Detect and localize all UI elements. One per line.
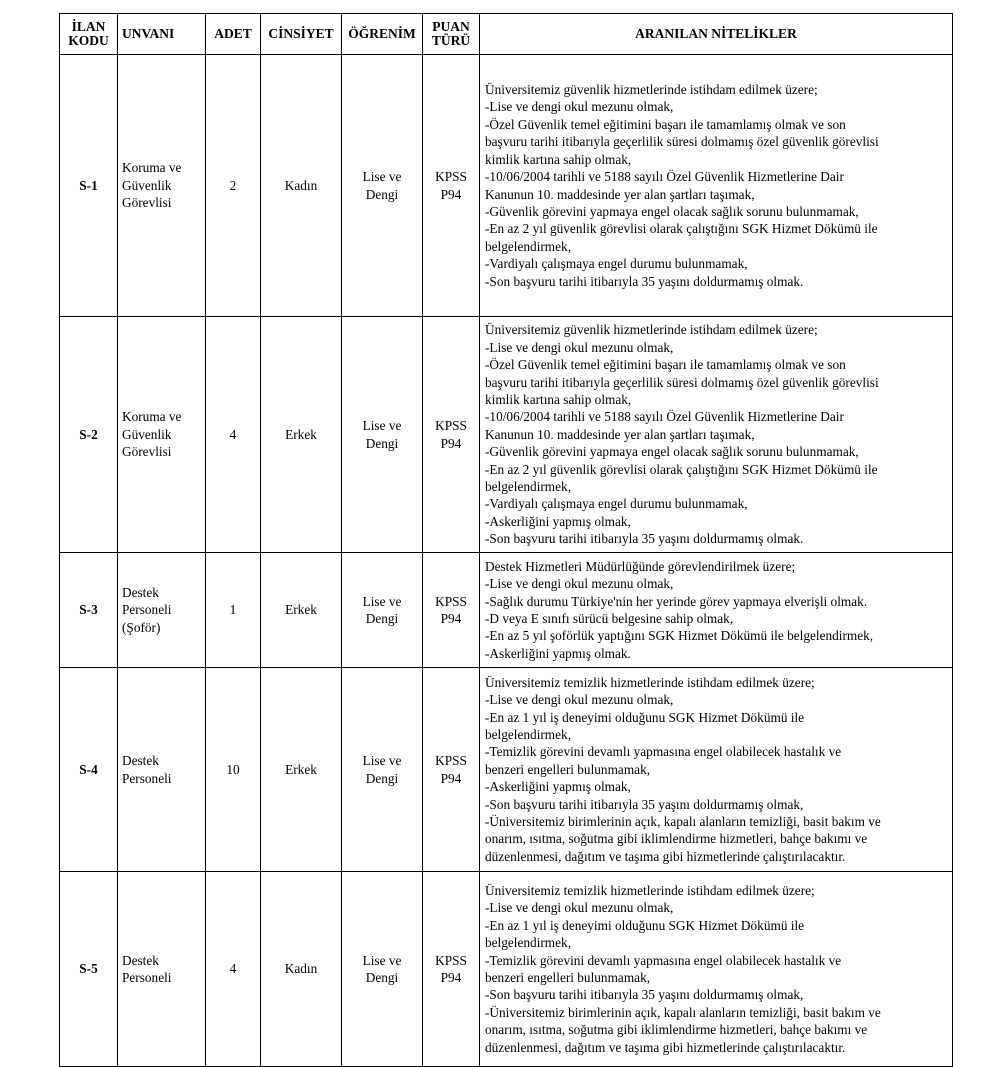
header-count: ADET xyxy=(206,14,261,55)
qualification-line: -Güvenlik görevini yapmaya engel olacak sağlık sorunu bulunmamak, xyxy=(485,444,859,460)
position-title-line: Destek xyxy=(122,753,159,769)
gender: Kadın xyxy=(261,872,342,1067)
qualification-line: -Son başvuru tarihi itibarıyla 35 yaşını doldurmamış olmak. xyxy=(485,273,804,289)
education-line: Dengi xyxy=(365,435,399,451)
header-title: UNVANI xyxy=(118,14,206,55)
position-title-line: Destek xyxy=(122,952,159,968)
qualification-line: Kanunun 10. maddesinde yer alan şartları taşımak, xyxy=(485,426,755,442)
qualification-line: -En az 1 yıl iş deneyimi olduğunu SGK Hizmet Dökümü ile xyxy=(485,709,805,725)
qualification-line: -10/06/2004 tarihli ve 5188 sayılı Özel Güvenlik Hizmetlerine Dair xyxy=(485,409,844,425)
qualification-line: düzenlenmesi, dağıtım ve taşıma gibi hizmetlerinde çalıştırılacaktır. xyxy=(485,1039,846,1055)
education-line: Lise ve xyxy=(362,593,402,609)
posting-code: S-2 xyxy=(60,317,118,553)
gender: Kadın xyxy=(261,55,342,317)
table-row xyxy=(60,317,953,553)
position-title-line: Personeli xyxy=(122,970,172,985)
qualification-line: -Vardiyalı çalışmaya engel durumu bulunmamak, xyxy=(485,496,748,512)
score-type xyxy=(423,553,480,668)
posting-code: S-1 xyxy=(60,55,118,317)
education-line: Dengi xyxy=(365,770,399,786)
position-title-line: Güvenlik xyxy=(122,426,172,442)
header-score-line-2: TÜRÜ xyxy=(431,33,471,48)
score-type-line: P94 xyxy=(440,611,462,626)
qualifications xyxy=(480,55,953,317)
qualification-line: -En az 5 yıl şoförlük yaptığını SGK Hizmet Dökümü ile belgelendirmek, xyxy=(485,628,874,644)
gender: Erkek xyxy=(261,668,342,872)
education-level xyxy=(342,317,423,553)
score-type-line: P94 xyxy=(440,770,462,786)
qualification-line: -Askerliğini yapmış olmak. xyxy=(485,645,631,661)
score-type-line: KPSS xyxy=(435,169,467,185)
qualification-line: onarım, ısıtma, soğutma gibi iklimlendirme hizmetleri, bahçe bakımı ve xyxy=(485,1022,868,1038)
score-type xyxy=(423,317,480,553)
table-row xyxy=(60,668,953,872)
position-count: 1 xyxy=(206,553,261,668)
qualification-line: -Güvenlik görevini yapmaya engel olacak sağlık sorunu bulunmamak, xyxy=(485,203,859,219)
qualification-line: -Askerliğini yapmış olmak, xyxy=(485,513,631,529)
qualification-line: -Üniversitemiz birimlerinin açık, kapalı alanların temizliği, basit bakım ve xyxy=(485,1004,881,1020)
qualification-line: başvuru tarihi itibarıyla geçerlilik süresi dolmamış özel güvenlik görevlisi xyxy=(485,374,879,390)
qualifications xyxy=(480,553,953,668)
qualification-line: -Sağlık durumu Türkiye'nin her yerinde görev yapmaya elverişli olmak. xyxy=(485,593,868,609)
score-type xyxy=(423,668,480,872)
qualification-line: kimlik kartına sahip olmak, xyxy=(485,151,632,167)
posting-code: S-3 xyxy=(60,553,118,668)
score-type-line: P94 xyxy=(440,970,462,985)
score-type-line: KPSS xyxy=(435,418,467,434)
position-count: 4 xyxy=(206,872,261,1067)
position-title-line: Görevlisi xyxy=(122,444,172,460)
position-title-line: Personeli xyxy=(122,770,172,786)
table-row xyxy=(60,55,953,317)
qualification-line: başvuru tarihi itibarıyla geçerlilik süresi dolmamış özel güvenlik görevlisi xyxy=(485,134,879,150)
qualification-line: Üniversitemiz güvenlik hizmetlerinde istihdam edilmek üzere; xyxy=(485,82,818,98)
qualification-line: -Lise ve dengi okul mezunu olmak, xyxy=(485,692,674,708)
qualification-line: -Temizlik görevini devamlı yapmasına engel olabilecek hastalık ve xyxy=(485,952,842,968)
qualification-line: -Özel Güvenlik temel eğitimini başarı ile tamamlamış olmak ve son xyxy=(485,116,846,132)
education-line: Lise ve xyxy=(362,753,402,769)
score-type-line: P94 xyxy=(440,435,462,451)
education-level xyxy=(342,872,423,1067)
table-row xyxy=(60,553,953,668)
score-type-line: P94 xyxy=(440,186,462,202)
qualification-line: -Lise ve dengi okul mezunu olmak, xyxy=(485,339,674,355)
position-count: 2 xyxy=(206,55,261,317)
gender: Erkek xyxy=(261,317,342,553)
position-title-line: Personeli xyxy=(122,602,172,618)
qualification-line: Üniversitemiz temizlik hizmetlerinde istihdam edilmek üzere; xyxy=(485,882,815,898)
qualification-line: belgelendirmek, xyxy=(485,726,572,742)
position-count: 10 xyxy=(206,668,261,872)
score-type-line: KPSS xyxy=(435,753,467,769)
qualification-line: benzeri engelleri bulunmamak, xyxy=(485,970,651,985)
position-title-line: (Şoför) xyxy=(122,619,161,635)
posting-code: S-4 xyxy=(60,668,118,872)
header-education: ÖĞRENİM xyxy=(342,14,423,55)
score-type-line: KPSS xyxy=(435,952,467,968)
job-posting-table xyxy=(59,13,953,1067)
position-count: 4 xyxy=(206,317,261,553)
qualification-line: onarım, ısıtma, soğutma gibi iklimlendirme hizmetleri, bahçe bakımı ve xyxy=(485,831,868,847)
qualification-line: -Son başvuru tarihi itibarıyla 35 yaşını doldurmamış olmak, xyxy=(485,987,804,1003)
qualifications xyxy=(480,317,953,553)
qualification-line: -Lise ve dengi okul mezunu olmak, xyxy=(485,900,674,916)
qualification-line: -D veya E sınıfı sürücü belgesine sahip olmak, xyxy=(485,611,734,626)
score-type-line: KPSS xyxy=(435,593,467,609)
header-score xyxy=(423,14,480,55)
job-posting-table-sheet xyxy=(59,13,952,1067)
qualification-line: -Askerliğini yapmış olmak, xyxy=(485,779,631,795)
qualification-line: -Son başvuru tarihi itibarıyla 35 yaşını doldurmamış olmak. xyxy=(485,531,804,547)
qualifications xyxy=(480,668,953,872)
qualification-line: -Lise ve dengi okul mezunu olmak, xyxy=(485,99,674,115)
qualification-line: belgelendirmek, xyxy=(485,238,572,254)
qualification-line: belgelendirmek, xyxy=(485,479,572,495)
gender: Erkek xyxy=(261,553,342,668)
position-title-line: Destek xyxy=(122,584,159,600)
position-title-line: Güvenlik xyxy=(122,177,172,193)
table-header-row xyxy=(60,14,953,55)
qualification-line: -Özel Güvenlik temel eğitimini başarı ile tamamlamış olmak ve son xyxy=(485,357,846,373)
qualification-line: Kanunun 10. maddesinde yer alan şartları taşımak, xyxy=(485,186,755,202)
education-level xyxy=(342,55,423,317)
position-title xyxy=(118,668,206,872)
qualification-line: kimlik kartına sahip olmak, xyxy=(485,391,632,407)
posting-code: S-5 xyxy=(60,872,118,1067)
qualification-line: -Son başvuru tarihi itibarıyla 35 yaşını doldurmamış olmak, xyxy=(485,796,804,812)
position-title-line: Koruma ve xyxy=(122,409,182,425)
header-quals: ARANILAN NİTELİKLER xyxy=(480,14,953,55)
qualification-line: -Temizlik görevini devamlı yapmasına engel olabilecek hastalık ve xyxy=(485,744,842,760)
qualification-line: düzenlenmesi, dağıtım ve taşıma gibi hizmetlerinde çalıştırılacaktır. xyxy=(485,848,846,864)
position-title xyxy=(118,872,206,1067)
table-row xyxy=(60,872,953,1067)
qualification-line: -En az 2 yıl güvenlik görevlisi olarak çalıştığını SGK Hizmet Dökümü ile xyxy=(485,221,878,237)
header-code xyxy=(60,14,118,55)
qualification-line: -Lise ve dengi okul mezunu olmak, xyxy=(485,576,674,592)
education-line: Lise ve xyxy=(362,169,402,185)
header-code-line-1: İLAN xyxy=(71,19,106,34)
header-score-line-1: PUAN xyxy=(432,19,470,34)
qualification-line: -En az 2 yıl güvenlik görevlisi olarak çalıştığını SGK Hizmet Dökümü ile xyxy=(485,461,878,477)
table-body xyxy=(60,55,953,1067)
education-level xyxy=(342,668,423,872)
qualification-line: -10/06/2004 tarihli ve 5188 sayılı Özel Güvenlik Hizmetlerine Dair xyxy=(485,169,844,185)
qualification-line: Destek Hizmetleri Müdürlüğünde görevlendirilmek üzere; xyxy=(485,558,796,574)
education-line: Dengi xyxy=(365,611,399,626)
qualification-line: -Üniversitemiz birimlerinin açık, kapalı alanların temizliği, basit bakım ve xyxy=(485,814,881,830)
education-line: Dengi xyxy=(365,970,399,985)
qualification-line: Üniversitemiz temizlik hizmetlerinde istihdam edilmek üzere; xyxy=(485,674,815,690)
header-gender: CİNSİYET xyxy=(261,14,342,55)
qualification-line: benzeri engelleri bulunmamak, xyxy=(485,761,651,777)
position-title-line: Görevlisi xyxy=(122,195,172,211)
qualification-line: belgelendirmek, xyxy=(485,935,572,951)
education-line: Lise ve xyxy=(362,418,402,434)
education-level xyxy=(342,553,423,668)
position-title xyxy=(118,317,206,553)
qualifications xyxy=(480,872,953,1067)
score-type xyxy=(423,55,480,317)
score-type xyxy=(423,872,480,1067)
header-code-line-2: KODU xyxy=(68,33,109,48)
education-line: Lise ve xyxy=(362,952,402,968)
qualification-line: -Vardiyalı çalışmaya engel durumu bulunmamak, xyxy=(485,256,748,272)
qualification-line: -En az 1 yıl iş deneyimi olduğunu SGK Hizmet Dökümü ile xyxy=(485,917,805,933)
position-title xyxy=(118,55,206,317)
position-title-line: Koruma ve xyxy=(122,160,182,176)
education-line: Dengi xyxy=(365,186,399,202)
position-title xyxy=(118,553,206,668)
qualification-line: Üniversitemiz güvenlik hizmetlerinde istihdam edilmek üzere; xyxy=(485,322,818,338)
